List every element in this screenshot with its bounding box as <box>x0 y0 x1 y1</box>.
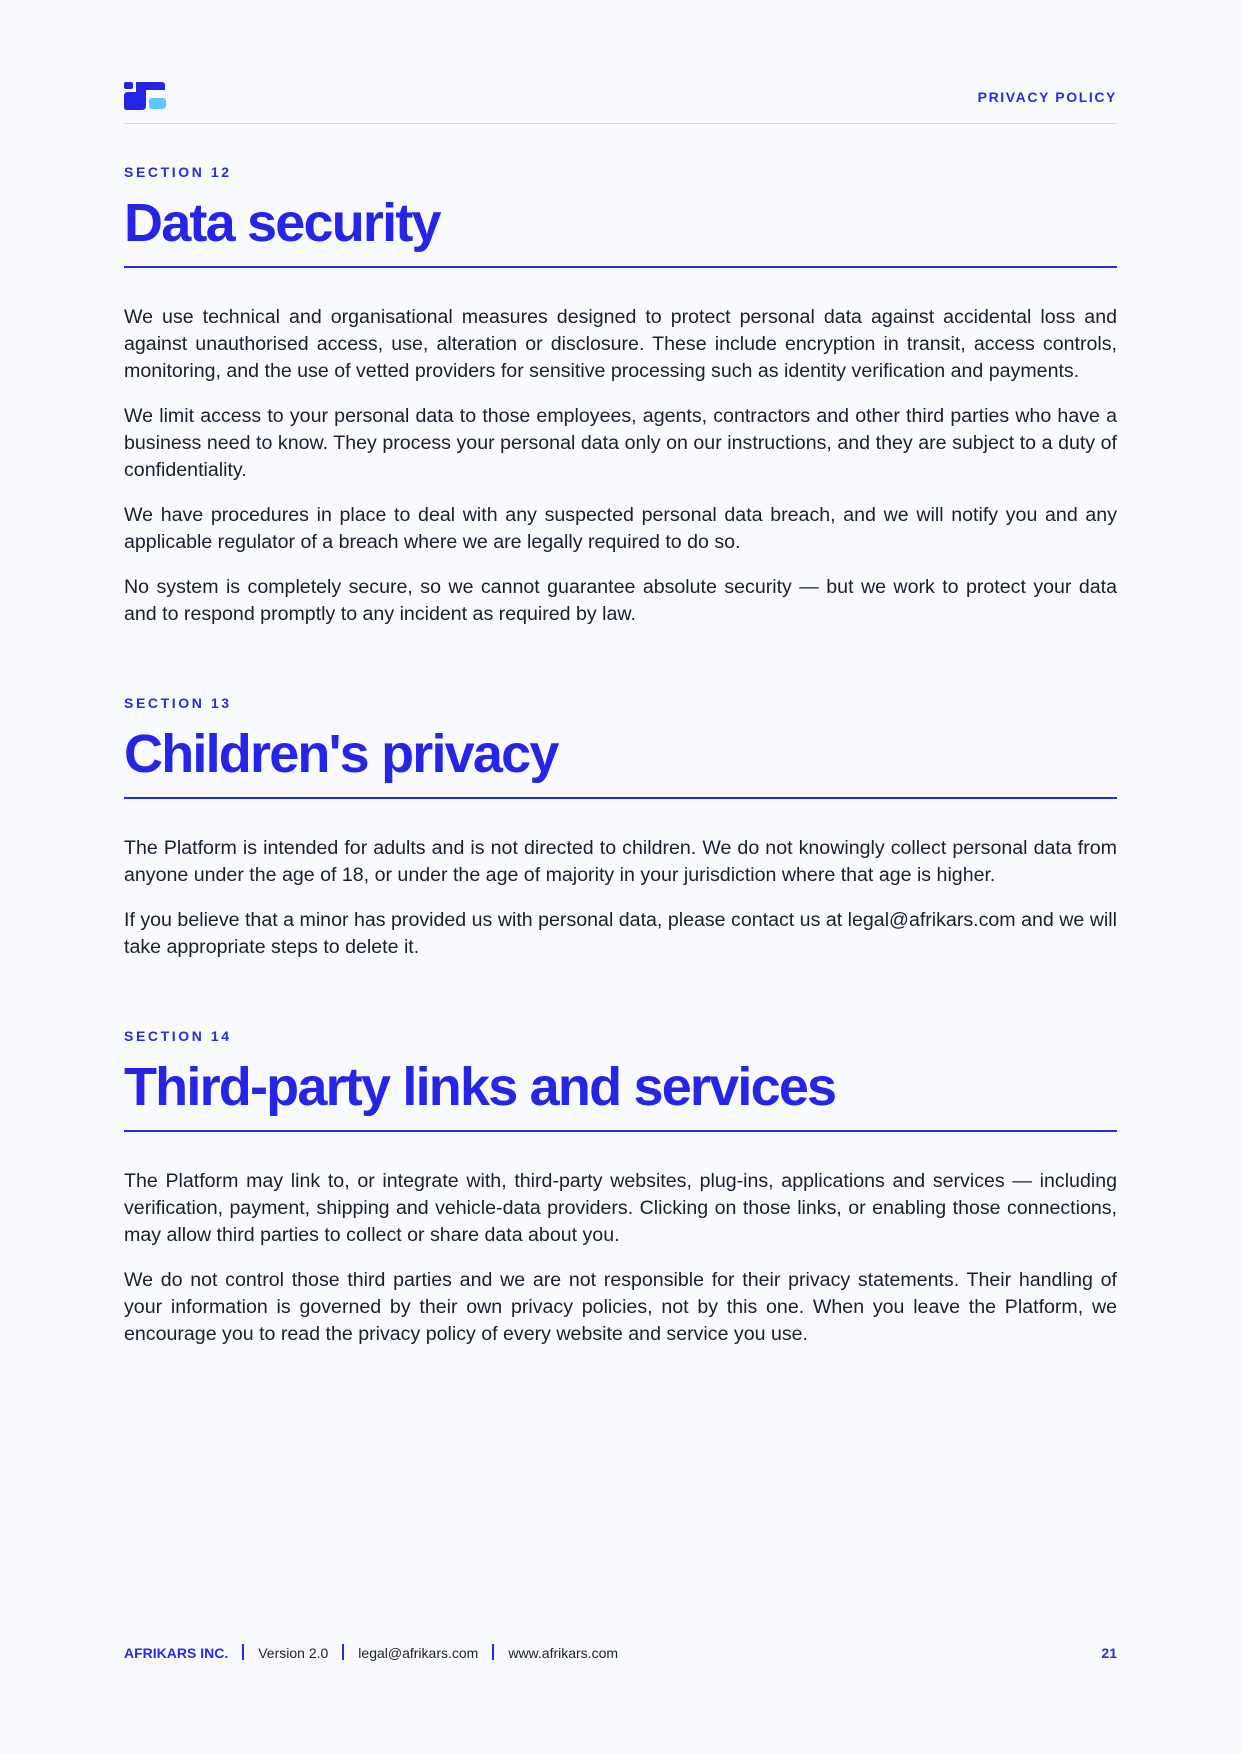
document-type-label: PRIVACY POLICY <box>977 89 1117 105</box>
footer-separator <box>242 1644 244 1660</box>
paragraph: We use technical and organisational measures designed to protect personal data against accidental loss and against unauthorised access, use, alteration or disclosure. These include encryption in transit, access controls, monitoring, and the use of vetted providers for sensitive processing such as identity verification and payments. <box>124 306 1117 382</box>
paragraph: We do not control those third parties and we are not responsible for their privacy statements. Their handling of your information is governed by their own privacy policies, not by this one. When you leave the Platform, we encourage you to read the privacy policy of every website and service you use. <box>124 1269 1117 1345</box>
footer-separator <box>342 1644 344 1660</box>
footer-website[interactable]: www.afrikars.com <box>508 1645 619 1661</box>
footer-email[interactable]: legal@afrikars.com <box>358 1645 479 1661</box>
page-header <box>124 82 1117 124</box>
afrikars-logo-icon <box>124 82 166 110</box>
section-title: Data security <box>124 192 1117 268</box>
paragraph: The Platform is intended for adults and is not directed to children. We do not knowingly collect personal data from anyone under the age of 18, or under the age of majority in your jurisdiction where that age is higher. <box>124 837 1117 886</box>
footer-version: Version 2.0 <box>258 1645 329 1661</box>
section-title: Children's privacy <box>124 723 1117 799</box>
section-number: SECTION 14 <box>124 1028 232 1044</box>
paragraph: We limit access to your personal data to those employees, agents, contractors and other third parties who have a business need to know. They process your personal data only on our instructions, and they are subject to a duty of confidentiality. <box>124 405 1117 481</box>
paragraph: No system is completely secure, so we cannot guarantee absolute security — but we work to protect your data and to respond promptly to any incident as required by law. <box>124 576 1117 625</box>
section-body <box>124 304 1117 628</box>
section-number: SECTION 12 <box>124 164 232 180</box>
section-title: Third-party links and services <box>124 1056 1117 1132</box>
section-body <box>124 1168 1117 1348</box>
section-childrens-privacy <box>124 695 1117 961</box>
document-page <box>124 0 1117 1754</box>
section-third-party-links <box>124 1028 1117 1348</box>
page-footer <box>124 1644 1117 1664</box>
footer-separator <box>492 1644 494 1660</box>
paragraph: The Platform may link to, or integrate with, third-party websites, plug-ins, applications and services — including verification, payment, shipping and vehicle-data providers. Clicking on those links, or enabling those connections, may allow third parties to collect or share data about you. <box>124 1170 1117 1246</box>
page-number: 21 <box>1101 1645 1117 1661</box>
footer-company: AFRIKARS INC. <box>124 1645 229 1661</box>
paragraph: We have procedures in place to deal with any suspected personal data breach, and we will notify you and any applicable regulator of a breach where we are legally required to do so. <box>124 504 1117 553</box>
section-data-security <box>124 164 1117 628</box>
paragraph: If you believe that a minor has provided us with personal data, please contact us at legal@afrikars.com and we will take appropriate steps to delete it. <box>124 909 1117 958</box>
section-body <box>124 835 1117 961</box>
section-number: SECTION 13 <box>124 695 232 711</box>
